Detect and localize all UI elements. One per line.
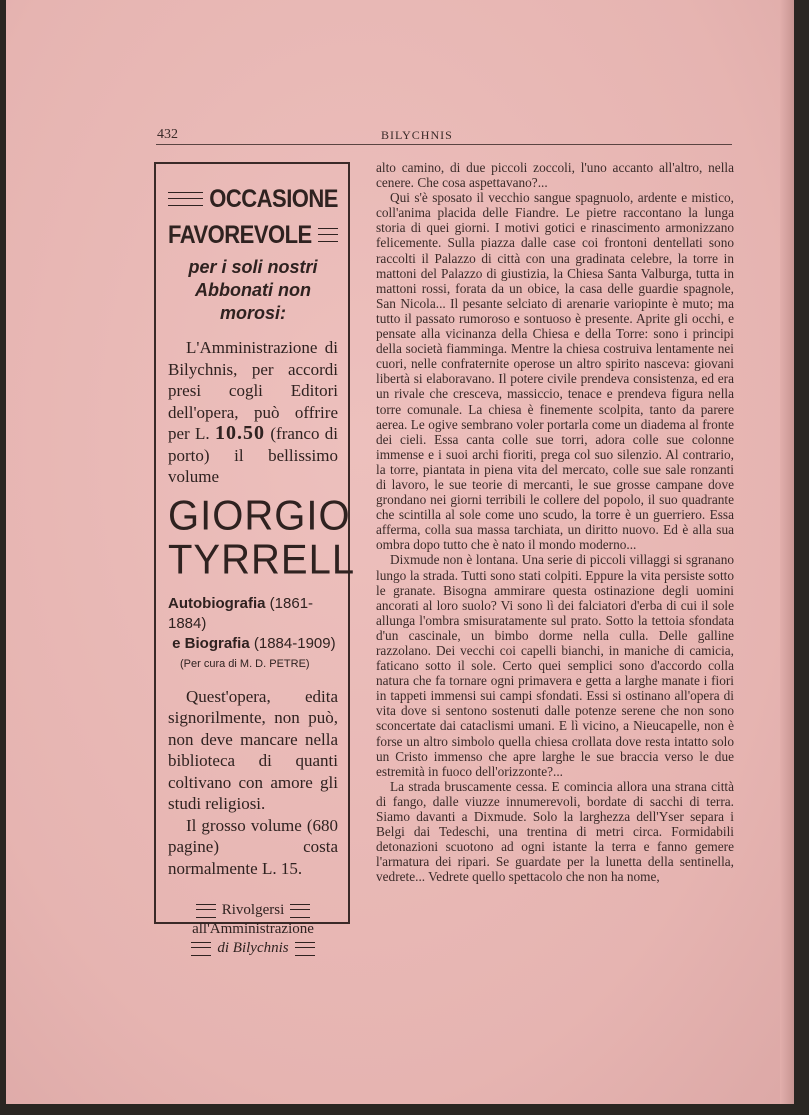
- paragraph-3: Dixmude non è lontana. Una serie di piccoli villaggi si sgranano lungo la strada. Tutti sono stati colpiti. Eppure la vita persiste sotto le granate. Bisogna ammirare questa ostinazione degli uomini ancorati al loro suolo? Vi sono lì dei falciatori d'erba di cui il sole allunga l'ombra smisuratamente sul prato. Sotto la tettoia sfondata d'un cascinale, un bimbo dorme nella culla. Delle galline razzolano. Dei vecchi coi capelli bianchi, in maniche di camicia, faticano sotto il sole. Certo quei semplici sono d'accordo colla natura che fa tornare ogni primavera e getta a larghe manate i fiori in tappeti immensi sui campi sfondati. Essi si ostinano all'opera di vita dove si sentono sostenuti dalle potenze serene che non sono sconcertate dai cataclismi umani. E lì vicino, a Nieucapelle, non è forse un altro simbolo quella chiesa crollata dove resta intatto solo un Cristo immenso che apre larghe le sue braccia verso le due estremità in fuoco dell'orizzonte?...: [376, 552, 734, 779]
- ad-offer-post: (franco di porto) il bellissimo volume: [168, 424, 339, 486]
- paragraph-4: La strada bruscamente cessa. E comincia allora una strana città di fango, dalle viuzze innumerevoli, bordate di sacchi di terra. Siamo davanti a Dixmude. Solo la larghezza dell'Yser separa i Belgi dai Tedeschi, una trentina di metri circa. Formidabili detonazioni scuotono ad ogni istante la terra e fanno gemere l'armatura dei ripari. Se guardate per la lunetta della sentinella, vedrete... Vedrete quello spettacolo che non ha nome,: [376, 778, 734, 885]
- ad-headline-line2: [168, 222, 338, 248]
- ornament-bars: [290, 904, 310, 918]
- advertisement-box: [154, 162, 356, 956]
- contact-line3: di Bilychnis: [217, 940, 289, 956]
- article-column: [376, 160, 734, 885]
- ad-headline-occasione: OCCASIONE: [209, 184, 338, 213]
- book-author-name: [168, 492, 356, 583]
- ad-description: [168, 686, 338, 880]
- biografia-years: (1884-1909): [253, 634, 336, 652]
- running-title: BILYCHNIS: [381, 128, 453, 142]
- paragraph-2: Qui s'è sposato il vecchio sangue spagnuolo, ardente e mistico, coll'anima placida delle Fiandre. Le pietre raccontano la lunga storia di quei giorni. I motivi gotici e rinascimento armonizzano felicemente. Sulla piazza dalle case coi frontoni dentellati sono raccolti il Palazzo di città con una gradinata celebre, la torre in mattoni del Palazzo di giustizia, la Chiesa Santa Valburga, tutta in mattoni rossi, forata da un obice, la casa delle guardie spagnole, San Nicola... Il pesante selciato di arenarie variopinte è muto; ma tutto il passato rumoroso e sontuoso è presente. Aprite gli occhi, e pensate alla vicinanza della Chiesa e della Torre: sono i principi della società fiamminga. Mentre la chiesa costruiva lentamente nei cuori, nelle confraternite operose un altro spirito nasceva: giovani libertà si elaboravano. Il potere civile prendeva consistenza, ed era un rivale che cresceva, massiccio, tenace e prendeva figura nella torre comunale. La chiesa è finemente scolpita, tanto da parere aerea. Le ogive sembrano voler portarla come un diadema al fronte dei cieli. Essa canta colle sue torri, adora colle sue colonne immense e i suoi archi fioriti, prega col suo silenzio. Al contrario, la torre, piantata in piena vita del mercato, colle sue sale ronzanti di lavoro, le sue teorie di mercanti, le sue grosse campane dove grondano nei giorni terribili le collere del popolo, il suo quadrante che scintilla al sole come uno scudo, la torre è un guerriero. Essa afferma, colla sua massa tarchiata, un diritto nuovo. Ed è alla sua ombra dopo tutto che è nato il mondo moderno...: [376, 190, 734, 553]
- ad-offer-pre: L'Amministrazione di Bilychnis, per accordi presi cogli Editori dell'opera, può offrire per L.: [168, 338, 338, 443]
- autobiografia-label: Autobiografia: [168, 594, 266, 612]
- ornament-bars: [196, 904, 216, 918]
- ad-headline-line1: [168, 186, 338, 212]
- page-edge: [780, 0, 794, 1104]
- contact-line2: all'Amministrazione: [192, 921, 314, 937]
- ad-headline-favorevole: FAVOREVOLE: [168, 220, 312, 249]
- autobiografia-years: (1861-1884): [168, 594, 314, 632]
- biografia-label: e Biografia: [172, 634, 250, 652]
- contact-line1: Rivolgersi: [221, 902, 285, 918]
- ad-price: 10.50: [215, 422, 266, 444]
- ad-desc-paragraph: Quest'opera, edita signorilmente, non può, non deve mancare nella biblioteca di quanti coltivano con amore gli studi religiosi.: [168, 686, 338, 813]
- author-last-name: TYRRELL: [168, 536, 356, 583]
- ornament-bars: [191, 942, 211, 956]
- page-number: 432: [157, 127, 178, 142]
- curator-note: (Per cura di M. D. PETRE): [180, 657, 310, 670]
- ad-contact: [168, 901, 338, 958]
- ornament-bars: [168, 192, 203, 206]
- paragraph-1: alto camino, di due piccoli zoccoli, l'uno accanto all'altro, nella cenere. Che cosa aspettavano?...: [376, 160, 734, 191]
- ad-offer-text: [168, 337, 338, 488]
- ad-price-note: Il grosso volume (680 pagine) costa normalmente L. 15.: [168, 815, 338, 878]
- ornament-bars: [295, 942, 315, 956]
- book-subtitle: [168, 594, 338, 674]
- header-rule: [156, 144, 732, 145]
- magazine-page: [6, 0, 794, 1104]
- ad-subhead: per i soli nostri Abbonati non morosi:: [188, 257, 318, 323]
- author-first-name: GIORGIO: [168, 492, 351, 539]
- ornament-bars: [318, 228, 338, 242]
